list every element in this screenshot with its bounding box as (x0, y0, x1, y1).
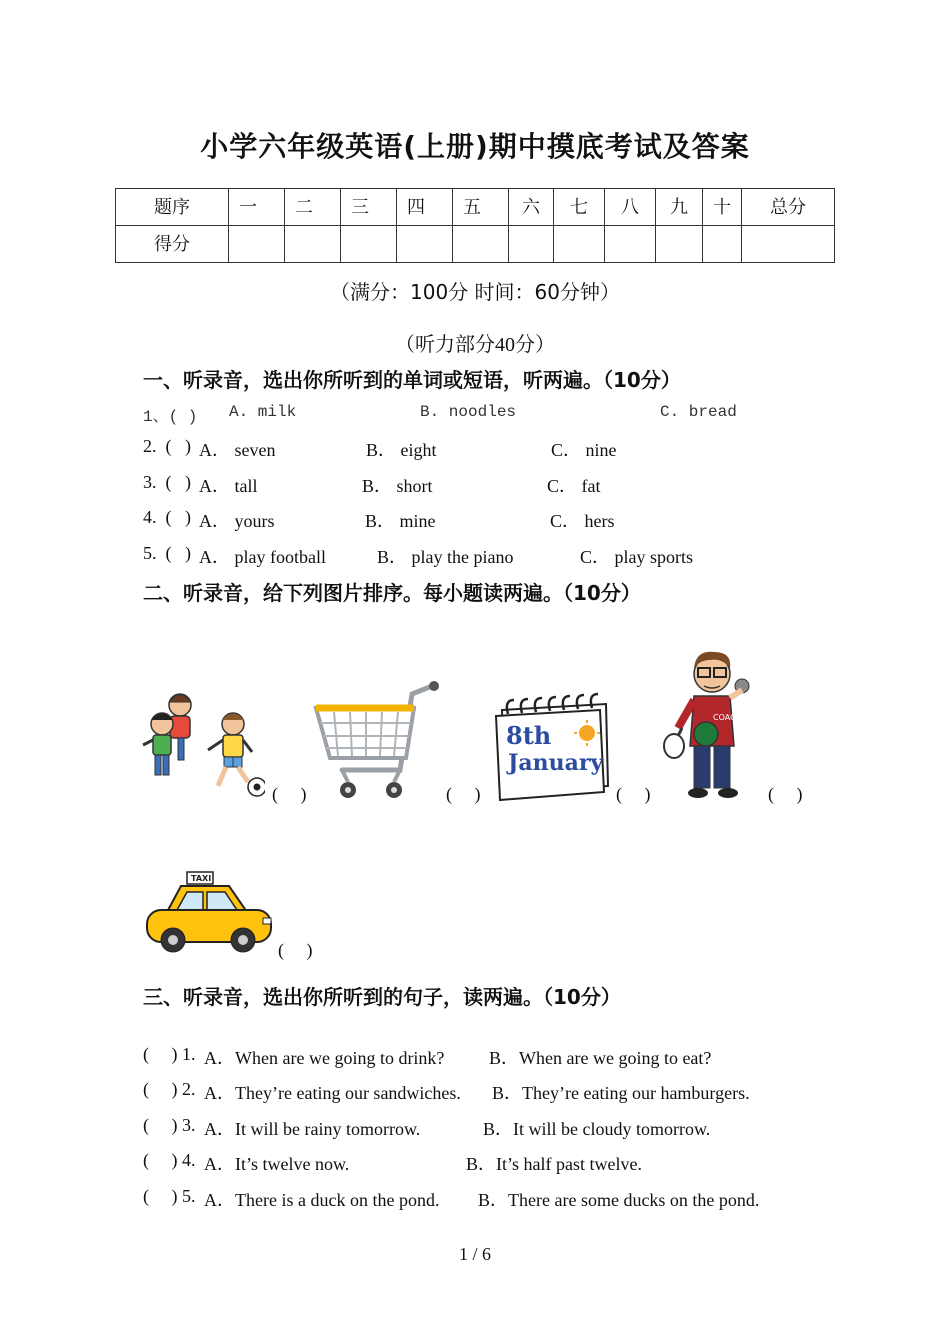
s3-q3-number: ( ) 3. (143, 1115, 196, 1135)
s3-q3-option-a: A．It will be rainy tomorrow. (204, 1119, 421, 1139)
q4-option-b: B． mine (365, 511, 436, 531)
table-cell: 二 (285, 189, 341, 226)
s3-q1-number: ( ) 1. (143, 1044, 196, 1064)
table-cell: 七 (554, 189, 605, 226)
s3-q5-number: ( ) 5. (143, 1186, 196, 1206)
score-cell[interactable] (605, 226, 656, 263)
calendar-month: January (508, 750, 604, 776)
section1-heading: 一、听录音，选出你所听到的单词或短语，听两遍。（10分） (143, 368, 681, 392)
page-title: 小学六年级英语(上册)期中摸底考试及答案 (200, 130, 750, 163)
table-cell: 得分 (116, 226, 229, 263)
table-cell: 三 (341, 189, 397, 226)
q4-number: 4. ( ) (143, 507, 191, 527)
score-table (115, 188, 835, 263)
table-cell: 题序 (116, 189, 229, 226)
picture-blank-3[interactable]: ( ) (616, 784, 651, 804)
score-table-header-row (116, 189, 835, 226)
score-cell[interactable] (341, 226, 397, 263)
q4-option-c: C． hers (550, 511, 615, 531)
q5-number: 5. ( ) (143, 543, 191, 563)
score-cell[interactable] (703, 226, 742, 263)
listening-header: （听力部分40分） (395, 334, 555, 356)
taxi-image (143, 868, 275, 958)
q4-option-a: A． yours (199, 511, 275, 531)
kids-football-image (140, 690, 265, 802)
q3-option-c: C． fat (547, 476, 601, 496)
calendar-image (488, 690, 612, 802)
exam-info: （满分：100分 时间：60分钟） (330, 280, 620, 304)
s3-q1-option-b: B．When are we going to eat? (489, 1048, 712, 1068)
section2-heading: 二、听录音，给下列图片排序。每小题读两遍。（10分） (143, 581, 641, 605)
s3-q4-option-a: A．It’s twelve now. (204, 1154, 350, 1174)
q2-option-a: A． seven (199, 440, 276, 460)
score-table-score-row (116, 226, 835, 263)
picture-blank-5[interactable]: ( ) (278, 940, 313, 960)
q3-number: 3. ( ) (143, 472, 191, 492)
picture-blank-1[interactable]: ( ) (272, 784, 307, 804)
s3-q2-option-a: A．They’re eating our sandwiches. (204, 1083, 461, 1103)
s3-q1-option-a: A．When are we going to drink? (204, 1048, 445, 1068)
table-cell: 八 (605, 189, 656, 226)
score-cell[interactable] (285, 226, 341, 263)
q1-option-c: C. bread (660, 403, 737, 421)
table-cell: 十 (703, 189, 742, 226)
score-cell[interactable] (742, 226, 835, 263)
score-cell[interactable] (453, 226, 509, 263)
s3-q3-option-b: B．It will be cloudy tomorrow. (483, 1119, 711, 1139)
q5-option-c: C． play sports (580, 547, 694, 567)
picture-blank-2[interactable]: ( ) (446, 784, 481, 804)
q5-option-a: A． play football (199, 547, 326, 567)
s3-q2-option-b: B．They’re eating our hamburgers. (492, 1083, 750, 1103)
s3-q4-number: ( ) 4. (143, 1150, 196, 1170)
s3-q5-option-b: B．There are some ducks on the pond. (478, 1190, 760, 1210)
score-cell[interactable] (656, 226, 703, 263)
table-cell: 一 (229, 189, 285, 226)
table-cell: 五 (453, 189, 509, 226)
s3-q2-number: ( ) 2. (143, 1079, 196, 1099)
q3-option-a: A． tall (199, 476, 258, 496)
score-cell[interactable] (397, 226, 453, 263)
s3-q5-option-a: A．There is a duck on the pond. (204, 1190, 440, 1210)
q2-option-b: B． eight (366, 440, 437, 460)
q1-option-a: A. milk (229, 403, 297, 421)
calendar-day: 8th (506, 721, 552, 750)
q5-option-b: B． play the piano (377, 547, 514, 567)
table-cell: 总分 (742, 189, 835, 226)
q1-option-b: B. noodles (420, 403, 517, 421)
picture-blank-4[interactable]: ( ) (768, 784, 803, 804)
section3-heading: 三、听录音，选出你所听到的句子，读两遍。（10分） (143, 985, 621, 1009)
score-cell[interactable] (229, 226, 285, 263)
shopping-cart-image (312, 678, 444, 803)
table-cell: 九 (656, 189, 703, 226)
s3-q4-option-b: B．It’s half past twelve. (466, 1154, 642, 1174)
q3-option-b: B． short (362, 476, 433, 496)
page-number: 1 / 6 (458, 1244, 491, 1264)
table-cell: 四 (397, 189, 453, 226)
coach-image (660, 648, 770, 800)
q2-option-c: C． nine (551, 440, 617, 460)
q2-number: 2. ( ) (143, 436, 191, 456)
taxi-sign-label: TAXI (191, 874, 212, 883)
score-cell[interactable] (509, 226, 554, 263)
table-cell: 六 (509, 189, 554, 226)
coach-shirt-label: COACH (713, 713, 742, 722)
q1-number: 1、( ) (143, 408, 198, 426)
score-cell[interactable] (554, 226, 605, 263)
